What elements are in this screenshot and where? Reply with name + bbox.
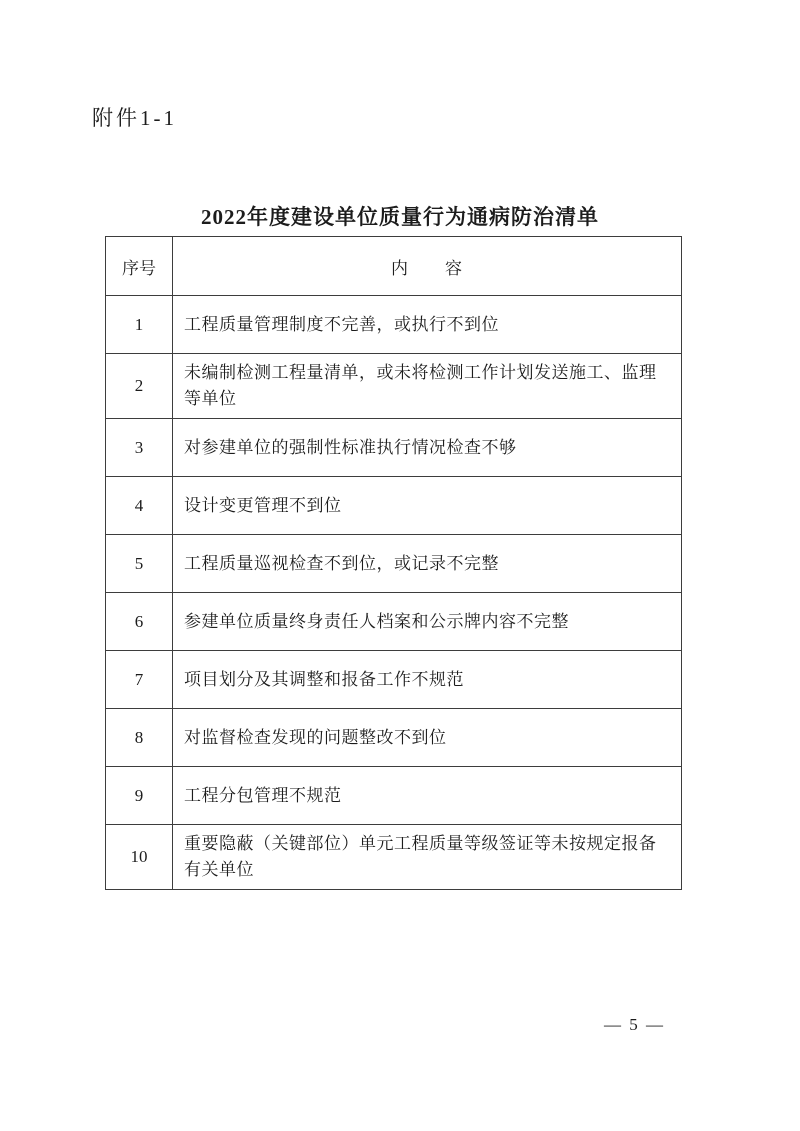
- table-row: [106, 477, 682, 535]
- row-index: 1: [106, 296, 173, 354]
- table-row: [106, 296, 682, 354]
- row-content: 工程质量管理制度不完善，或执行不到位: [173, 296, 682, 354]
- row-index: 5: [106, 535, 173, 593]
- page-title: 2022年度建设单位质量行为通病防治清单: [201, 205, 599, 229]
- table-row: [106, 651, 682, 709]
- row-index: 3: [106, 419, 173, 477]
- row-content: 设计变更管理不到位: [173, 477, 682, 535]
- row-content: 重要隐蔽（关键部位）单元工程质量等级签证等未按规定报备有关单位: [173, 825, 682, 890]
- row-content: 对参建单位的强制性标准执行情况检查不够: [173, 419, 682, 477]
- row-content: 未编制检测工程量清单，或未将检测工作计划发送施工、监理等单位: [173, 354, 682, 419]
- table-row: [106, 593, 682, 651]
- row-content: 项目划分及其调整和报备工作不规范: [173, 651, 682, 709]
- table-row: [106, 419, 682, 477]
- column-header-index: 序号: [106, 237, 173, 296]
- page-number: — 5 —: [604, 1015, 665, 1034]
- column-header-content: 内 容: [173, 237, 682, 296]
- attachment-label: 附件1-1: [92, 106, 177, 130]
- row-index: 2: [106, 354, 173, 419]
- table-row: [106, 825, 682, 890]
- row-content: 工程分包管理不规范: [173, 767, 682, 825]
- row-index: 4: [106, 477, 173, 535]
- table-row: [106, 767, 682, 825]
- row-content: 对监督检查发现的问题整改不到位: [173, 709, 682, 767]
- row-content: 工程质量巡视检查不到位，或记录不完整: [173, 535, 682, 593]
- table-row: [106, 709, 682, 767]
- row-index: 6: [106, 593, 173, 651]
- table-row: [106, 354, 682, 419]
- row-index: 10: [106, 825, 173, 890]
- row-index: 7: [106, 651, 173, 709]
- table-header-row: [106, 237, 682, 296]
- row-index: 8: [106, 709, 173, 767]
- table-row: [106, 535, 682, 593]
- row-index: 9: [106, 767, 173, 825]
- defect-list-table: [105, 236, 682, 890]
- row-content: 参建单位质量终身责任人档案和公示牌内容不完整: [173, 593, 682, 651]
